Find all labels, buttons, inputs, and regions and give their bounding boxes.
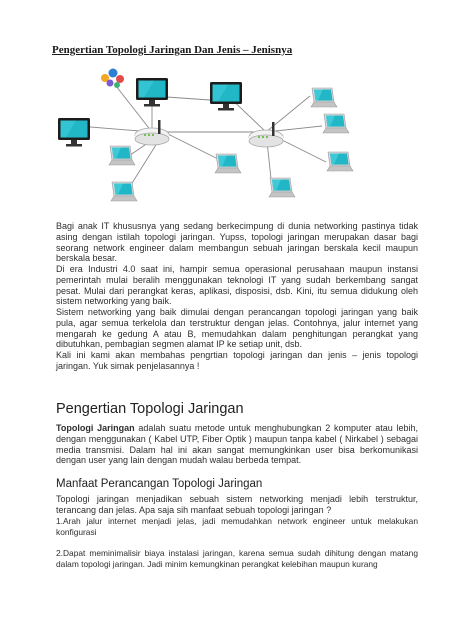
document-title: Pengertian Topologi Jaringan Dan Jenis – Jenisnya — [52, 44, 293, 56]
network-topology-diagram — [40, 66, 440, 212]
laptop-icon — [323, 114, 349, 133]
section-heading-manfaat: Manfaat Perancangan Topologi Jaringan — [56, 478, 263, 490]
intro-paragraph-3: Sistem networking yang baik dimulai dengan perancangan topologi jaringan yang baik pula, agar semua terkelola dan terstruktur dengan jelas. Contohnya, jalur internet yang mengarah ke gedung A atau B, memudahkan dalam penghitungan perangkat yang dibutuhkan, pembagian segmen alamat IP ke setiap unit, dsb. — [56, 307, 418, 350]
laptop-icon — [215, 154, 241, 173]
cloud-apps-icon — [101, 69, 124, 89]
section-heading-pengertian: Pengertian Topologi Jaringan — [56, 401, 244, 417]
laptop-icon — [327, 152, 353, 171]
laptop-icon — [109, 146, 135, 165]
desktop-monitor-icon — [58, 118, 90, 147]
desktop-monitor-icon — [136, 78, 168, 107]
router-icon — [249, 122, 283, 147]
intro-paragraph-4: Kali ini kami akan membahas pengrtian topologi jaringan dan jenis – jenis topologi jaringan. Yuk simak penjelasannya ! — [56, 350, 418, 371]
desktop-monitor-icon — [210, 82, 242, 111]
benefit-item-2: 2.Dapat meminimalisir biaya instalasi jaringan, karena semua sudah dihitung dengan matang dalam topologi jaringan. Jadi minim kemungkinan perangkat kelebihan maupun kurang — [56, 548, 418, 569]
definition-paragraph — [56, 423, 418, 466]
laptop-icon — [269, 178, 295, 197]
laptop-icon — [111, 182, 137, 201]
intro-paragraph-2: Di era Industri 4.0 saat ini, hampir semua operasional perusahaan maupun instansi pemerintah mulai beralih menggunakan teknologi IT yang sudah berkembang sangat pesat. Mulai dari perangkat keras, aplikasi, disposisi, dsb. Kini, itu semua didukung oleh sistem networking yang baik. — [56, 264, 418, 307]
definition-body: adalah suatu metode untuk menghubungkan 2 komputer atau lebih, dengan menggunakan ( Kabel UTP, Fiber Optik ) maupun tanpa kabel ( Nirkabel ) sebagai media transmisi. Dalam hal ini akan sangat memungkinkan user bisa berkomunikasi dengan user yang lain dengan mudah walau berbeda tempat. — [56, 423, 418, 466]
intro-paragraph-1: Bagi anak IT khususnya yang sedang berkecimpung di dunia networking pastinya tidak asing dengan istilah topologi jaringan. Yupss, topologi jaringan merupakan dasar bagi seorang network engineer dalam membangun sebuah jaringan berskala kecil maupun berskala besar. — [56, 221, 418, 264]
laptop-icon — [311, 88, 337, 107]
benefit-item-1: 1.Arah jalur internet menjadi jelas, jadi memudahkan network engineer untuk melakukan konfigurasi — [56, 516, 418, 537]
definition-term: Topologi Jaringan — [56, 423, 135, 433]
manfaat-intro-paragraph: Topologi jaringan menjadikan sebuah sistem networking menjadi lebih terstruktur, terancang dan jelas. Apa saja sih manfaat sebuah topologi jaringan ? — [56, 494, 418, 515]
